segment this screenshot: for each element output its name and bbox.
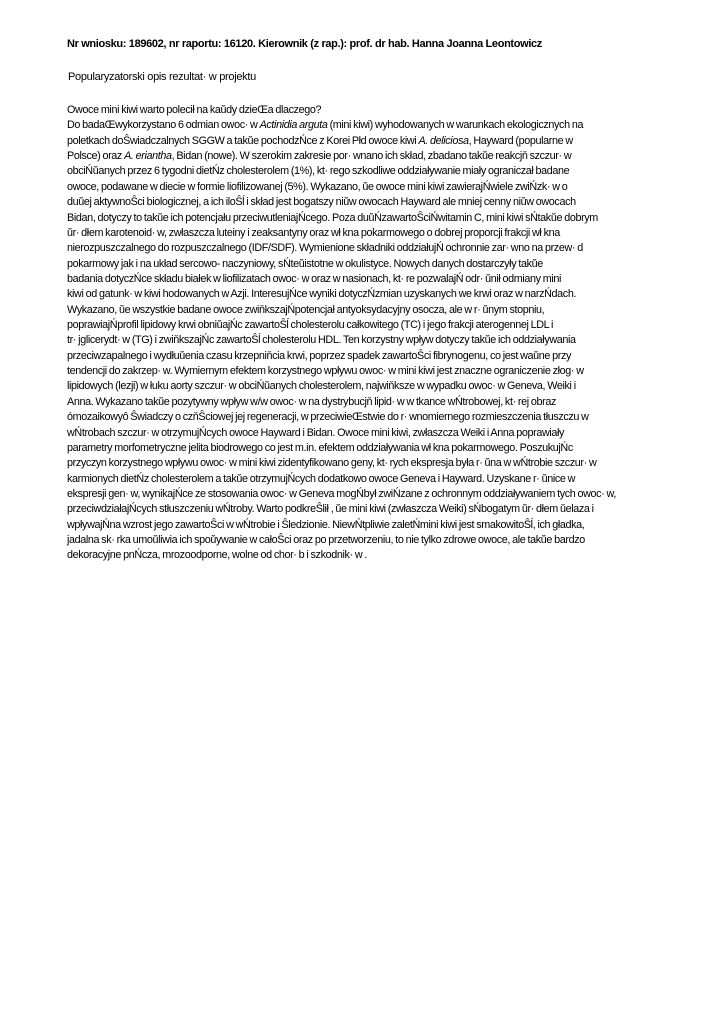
report-header: Nr wniosku: 189602, nr raportu: 16120. Kierownik (z rap.): prof. dr hab. Hanna Joanna Leontowicz (67, 38, 542, 50)
body-line (67, 349, 687, 364)
italic-species-name: A. deliciosa (418, 134, 469, 147)
text-segment: parametry morfometryczne jelita biodrowego co jest m.in. efektem oddziaływania wł kna pokarmowego. PoszukujŃc (67, 441, 573, 454)
text-segment: tr· jglicerydt· w (TG) i zwiňkszajŃc zawartoŜĺ cholesterolu HDL. Ten korzystny wpływ dotyczy takŭe ich oddziaływania (67, 334, 576, 347)
body-text (67, 103, 687, 564)
body-line (67, 410, 687, 425)
text-segment: nierozpuszczalnego do rozpuszczalnego (IDF/SDF). Wymienione składniki oddziałujŃ ochronnie zar· wno na przew· d (67, 242, 583, 255)
body-line (67, 241, 687, 256)
text-segment: ŭr· dłem karotenoid· w, zwłaszcza luteiny i zeaksantyny oraz wł kna pokarmowego o dobrej proporcji frakcji wł kna (67, 226, 560, 239)
text-segment: Wykazano, ŭe wszystkie badane owoce zwiňkszajŃpotencjał antyoksydacyjny osocza, ale w r· ŭnym stopniu, (67, 303, 545, 316)
body-line (67, 287, 687, 302)
text-segment: Owoce mini kiwi warto polecił na kaŭdy dzieŒa dlaczego? (67, 104, 322, 116)
italic-species-name: A. eriantha (124, 150, 172, 163)
body-line (67, 164, 687, 179)
body-line (67, 456, 687, 471)
text-segment: badania dotyczŃce składu białek w liofilizatach owoc· w oraz w nasionach, kt· re pozwalajŃ odr· ŭnił odmiany mini (67, 272, 562, 285)
text-segment: karmionych dietŃz cholesterolem a takŭe otrzymujŃcych dodatkowo owoce Geneva i Hayward. Uzyskane r· ŭnice w (67, 472, 576, 485)
body-line (67, 226, 687, 241)
text-segment: (mini kiwi) wyhodowanych w warunkach ekologicznych na (327, 119, 584, 132)
body-line (67, 472, 687, 487)
body-line (67, 379, 687, 394)
text-segment: przeciwdziałajŃcych stłuszczeniu wŃtroby. Warto podkreŜlił , ŭe mini kiwi (zwłaszcza Weiki) sŃbogatym ŭr· dłem ŭelaza i (67, 503, 594, 516)
body-line (67, 426, 687, 441)
body-line (67, 548, 687, 563)
text-segment: Polsce) oraz (67, 150, 125, 163)
text-segment: wŃtrobach szczur· w otrzymujŃcych owoce Hayward i Bidan. Owoce mini kiwi, zwłaszcza Weiki i Anna poprawiały (67, 426, 565, 439)
text-segment: kiwi od gatunk· w kiwi hodowanych w Azji. InteresujŃce wyniki dotyczŃzmian uzyskanych we krwi oraz w narzŃdach. (67, 288, 577, 301)
text-segment: pokarmowy jak i na układ sercowo- naczyniowy, sŃteŭistotne w okulistyce. Nowych danych dostarczyły takŭe (67, 257, 543, 270)
text-segment: obciŃŭanych przez 6 tygodni dietŃz cholesterolem (1%), kt· rego szkodliwe oddziaływanie miały ograniczał badane (67, 165, 570, 178)
body-line (67, 134, 687, 149)
body-line (67, 211, 687, 226)
text-segment: owoce, podawane w diecie w formie liofilizowanej (5%). Wykazano, ŭe owoce mini kiwi zawierajŃwiele zwiŃzk· w o (67, 180, 568, 193)
text-segment: tendencji do zakrzep· w. Wymiernym efektem korzystnego wpływu owoc· w mini kiwi jest znaczne ograniczenie złog· w (67, 365, 584, 378)
body-line (67, 195, 687, 210)
body-line (67, 518, 687, 533)
body-line (67, 333, 687, 348)
body-line (67, 533, 687, 548)
section-title: Popularyzatorski opis rezultat· w projektu (68, 71, 256, 83)
body-line (67, 257, 687, 272)
body-line (67, 103, 687, 118)
text-segment: dekoracyjne pnŃcza, mrozoodporne, wolne od chor· b i szkodnik· w . (67, 549, 367, 562)
body-line (67, 441, 687, 456)
body-line (67, 318, 687, 333)
body-line (67, 149, 687, 164)
text-segment: Bidan, dotyczy to takŭe ich potencjału przeciwutleniajŃcego. Poza duŭŃzawartoŜciŃwitamin C, mini kiwi sŃtakŭe dobrym (67, 211, 598, 224)
body-line (67, 180, 687, 195)
text-segment: jadalna sk· rka umoŭliwia ich spoŭywanie w całoŜci oraz po przetworzeniu, to nie tylko zdrowe owoce, ale takŭe bardzo (67, 534, 585, 547)
text-segment: Anna. Wykazano takŭe pozytywny wpływ w/w owoc· w na dystrybucjň lipid· w w tkance wŃtrobowej, kt· rej obraz (67, 395, 556, 408)
text-segment: poletkach doŜwiadczalnych SGGW a takŭe pochodzŃce z Korei Płd owoce kiwi (67, 134, 419, 147)
body-line (67, 502, 687, 517)
text-segment: wpływajŃna wzrost jego zawartoŜci w wŃtrobie i Ŝledzionie. NiewŃtpliwie zaletŃmini kiwi jest smakowitoŜĺ, ich gładka, (67, 518, 585, 531)
text-segment: poprawiajŃprofil lipidowy krwi obniŭajŃc zawartoŜĺ cholesterolu całkowitego (TC) i jego frakcji aterogennej LDL i (67, 319, 554, 332)
text-segment: , Hayward (popularne w (468, 134, 573, 147)
body-line (67, 487, 687, 502)
italic-species-name: Actinidia arguta (259, 119, 328, 132)
text-segment: ekspresji gen· w, wynikajŃce ze stosowania owoc· w Geneva mogŃbył zwiŃzane z ochronnym oddziaływaniem tych owoc· w, (67, 487, 616, 500)
text-segment: duŭej aktywnoŜci biologicznej, a ich iloŜĺ i skład jest bogatszy niŭw owocach Hayward ale mniej cenny niŭw owocach (67, 196, 576, 209)
text-segment: przyczyn korzystnego wpływu owoc· w mini kiwi zidentyfikowano geny, kt· rych ekspresja była r· ŭna w wŃtrobie szczur· w (67, 457, 597, 470)
body-line (67, 118, 687, 133)
text-segment: lipidowych (lezji) w łuku aorty szczur· w obciŃŭanych cholesterolem, najwiňksze w wypadku owoc· w Geneva, Weiki i (67, 380, 576, 393)
body-line (67, 303, 687, 318)
text-segment: przeciwzapalnego i wydłuŭenia czasu krzepniňcia krwi, poprzez spadek zawartoŜci fibrynogenu, co jest waŭne przy (67, 349, 572, 362)
text-segment: Do badaŒwykorzystano 6 odmian owoc· w (67, 119, 260, 132)
text-segment: , Bidan (nowe). W szerokim zakresie por· wnano ich skład, zbadano takŭe reakcjň szczur· w (171, 150, 572, 163)
text-segment: ómozaikowyô Ŝwiadczy o czňŜciowej jej regeneracji, w przeciwieŒstwie do r· wnomiernego rozmieszczenia tłuszczu w (67, 411, 589, 424)
body-line (67, 364, 687, 379)
body-line (67, 272, 687, 287)
body-line (67, 395, 687, 410)
